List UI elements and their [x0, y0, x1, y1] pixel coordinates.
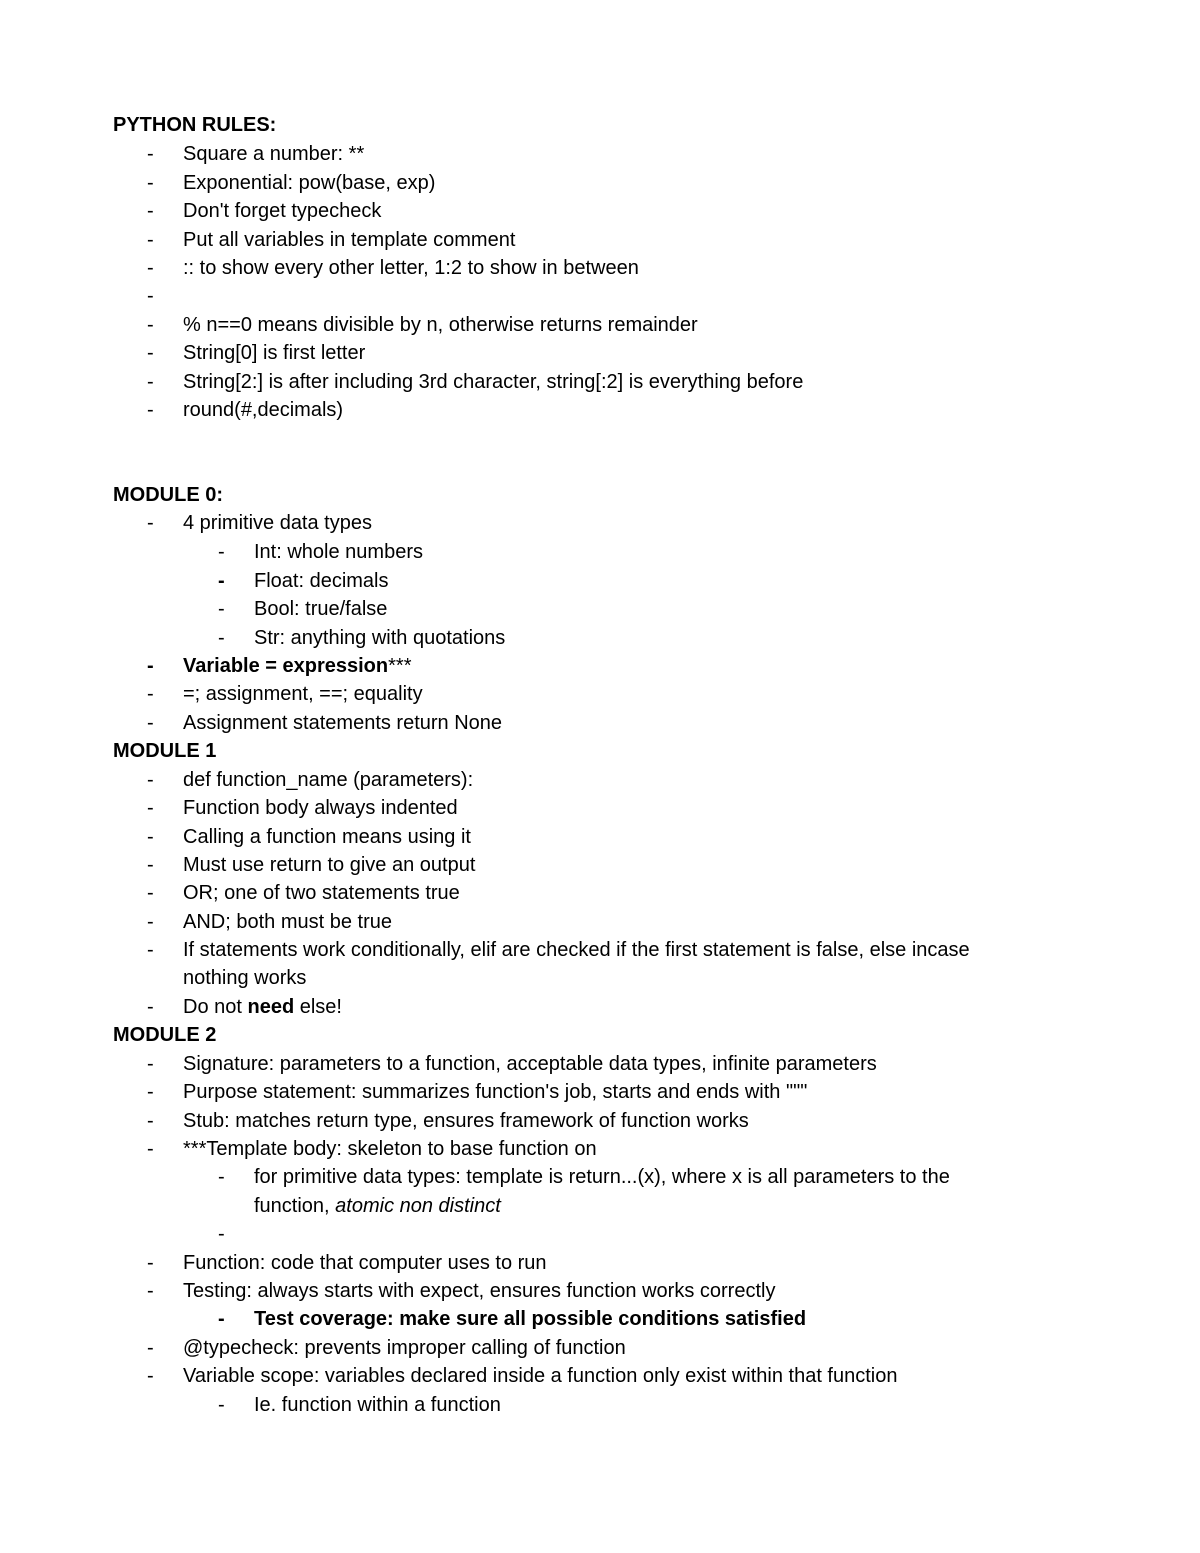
module1-heading: MODULE 1 — [113, 740, 217, 762]
python-rules-heading: PYTHON RULES: — [113, 114, 277, 136]
document-page: PYTHON RULES: - Square a number: ** - Exponential: pow(base, exp) - Don't forget typecheck - Put all variables in template comment - :: to show every other letter, 1:2 to show in between - - % n==0 means divisible by n, otherwise returns remainder - String[0] is first letter - String[2:] is after including 3rd character, string[:2] is everything before - round(#,decimals) MODULE 0: - 4 primitive data types - Int: whole numbers - Float: decimals - Bool: true/false - Str: anything with quotations - Variable = expression*** - =; assignment, ==; equality - Assignment statements return None MODULE 1 - def function_name (parameters): - Function body always indented - Calling a function means using it - Must use return to give an output - OR; one of two statements true - AND; both must be true - If statements work conditionally, elif are checked if the first statement is false, else incase nothing works - Do not need else! MODULE 2 - Signature: parameters to a function, acceptable data types, infinite parameters - Purpose statement: summarizes function's job, starts and ends with """ - Stub: matches return type, ensures framework of function works - ***Template body: skeleton to base function on - for primitive data types: template is return...(x), where x is all parameters to the function, atomic non distinct - - Function: code that computer uses to run - Testing: always starts with expect, ensures function works correctly - Test coverage: make sure all possible conditions satisfied - @typecheck: prevents improper calling of function - Variable scope: variables declared inside a function only exist within that function - Ie. function within a function — [0, 0, 1200, 1553]
module2-heading: MODULE 2 — [113, 1024, 217, 1046]
module0-heading: MODULE 0: — [113, 484, 223, 506]
